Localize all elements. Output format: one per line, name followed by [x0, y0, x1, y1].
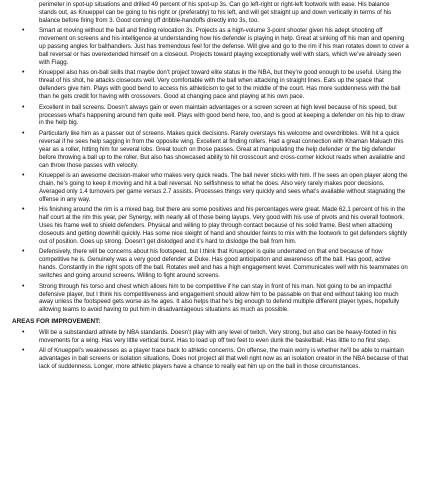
list-item	[12, 27, 409, 67]
bullet-icon: •	[22, 248, 25, 256]
list-item	[12, 206, 409, 246]
list-item-text: Knueppel is an awesome decision-maker who makes very quick reads. The ball never sticks with him. If he sees an open player along the chain, he’s going to keep it moving and hit a ball reversal. No selfishness to what he does. Also very rarely makes poor decisions. Averaged only 1.4 turnovers per game versus 2.7 assists. Processes things very quickly and sees what’s available without stagnating the offense in any way.	[39, 172, 408, 203]
list-item-text: Smart at moving without the ball and finding relocation 3s. Projects as a high-volume 3-point shooter given his adept shooting off movement on screens and his intelligence at understanding how his defender is playing in help. Great at sinking off his man and opening up passing angles for ballhandlers. Just has tremendous feel for the defense. Will give and go to the rim if his man rotates down to cover a ball reversal or has overextended himself on a closeout. Projects toward playing exceptionally well with stars, which we’ve already seen with Flagg.	[39, 27, 409, 66]
list-item	[12, 248, 409, 280]
improvement-list	[12, 329, 409, 371]
bullet-icon: •	[22, 129, 25, 137]
list-item-text: Knueppel also has on-ball skills that maybe don’t project toward elite status in the NBA, but they’re good enough to be useful. Using the threat of his shot, he attacks closeouts well. Very comfortable with the ball when attacking in straight lines. Eats up the space that defenders give him. Plays with good bend to access his athleticism to get to the middle of the court. Has more suddenness with the ball than he gets credit for having with crossovers. Good at changing pace and playing at his own pace.	[39, 69, 402, 101]
list-item	[12, 130, 409, 170]
list-item-text: Strong through his torso and chest which allows him to be competitive if he can stay in front of his man. Not going to be an impactful defensive player, but I think his competitiveness and engagement should allow him to be passable on that end without taking too much away unless the footspeed gets worse as he ages. It also helps that he’s big enough to defend multiple different player types, hopefully allowing teams to avoid having to put him in disadvantageous situations as much as possible.	[39, 282, 400, 314]
list-item	[12, 347, 409, 371]
list-item	[12, 329, 409, 345]
bullet-icon: •	[22, 328, 25, 336]
list-item-text: Will be a substandard athlete by NBA standards. Doesn’t play with any level of twitch. Very strong, but also can be heavy-footed in his movements for a wing. Has very little vertical burst. Has to load up off two feet to even dunk the basketball. Has little to no first step.	[39, 328, 397, 344]
list-item-text: Defensively, there will be concerns about his footspeed, but I think that Knueppel is quite underrated on that end because of how competitive he is. Genuinely was a very good defender at Duke. Has good anticipation and awareness off the ball. Has good, active hands. Constantly in the right spots off the ball. Rotates well and has a high engagement level. Communicates well with his teammates on switches and going around screens. Willing to fight around screens.	[39, 248, 408, 280]
list-item	[12, 172, 409, 204]
bullet-icon: •	[22, 27, 25, 35]
bullet-icon: •	[22, 206, 25, 214]
list-item-text: perimeter in spot-up situations and drilled 49 percent of his spot-up 3s. Can go left-right or right-left footwork with ease. His balance stands out, as Knueppel can be going to his right or (preferably) to his left, and will get straight up and down vertically in terms of his balance before firing from 3. Good coming off dribble-handoffs directly into 3s, too.	[39, 1, 392, 24]
list-item	[12, 104, 409, 128]
list-item-text: Excellent in ball screens. Doesn’t always gain or even maintain advantages or a screen screen at high level because of his speed, but processes what’s happening around him quite well. Plays with good bend here, too, and is good at keeping a defender on his hip to draw in the help big.	[39, 103, 405, 127]
bullet-icon: •	[22, 347, 25, 355]
list-item-text: His finishing around the rim is a mixed bag, but there are some positives and his percentages were great. Made 62.1 percent of his in the half court at the rim this year, per Synergy, with nearly all of those being layups. Very good with his use of pivots and his overall footwork. Uses his frame well to shield defenders. Physical and willing to play through contact because of his solid frame. Best when attacking closeouts and getting downhill quickly. Has some nice sleight of hand and shoulder feints to mix with the footwork to get defenders slightly out of position. Goes up strong. Doesn’t get dislodged and it’s hard to dislodge the ball from him.	[39, 206, 407, 245]
list-item-text: Particularly like him as a passer out of screens. Makes quick decisions. Rarely overstays his welcome and overdribbles. Will hit a quick reversal if he sees help sagging in from the opposite wing. Excellent at finding rollers. Had a great connection with Khaman Maluach this year as a roller, hitting him for several lobs. Great touch on those passes. Great at manipulating the help defender or the big defender before throwing a ball up to the roller. But also has showcased ability to hit crosscourt and cross-corner kickout reads when available and can throw those passes with velocity.	[39, 129, 405, 169]
section-heading: AREAS FOR IMPROVEMENT:	[12, 318, 101, 326]
bullet-icon: •	[22, 103, 25, 111]
list-item-continued	[12, 1, 409, 25]
bullet-icon: •	[22, 172, 25, 180]
strengths-list	[12, 1, 409, 314]
list-item	[12, 69, 409, 101]
bullet-icon: •	[22, 69, 25, 77]
bullet-icon: •	[22, 282, 25, 290]
list-item	[12, 283, 409, 315]
list-item-text: All of Knueppel’s weaknesses as a player trace back to athletic concerns. On offense, the main worry is whether he’ll be able to maintain advantages in ball screens or isolation situations. Does not project all that well right now as an isolation creator in the NBA because of that lack of suddenness. Longer, more athletic players have a chance to really eat him up on the ball in those circumstances.	[39, 347, 409, 370]
